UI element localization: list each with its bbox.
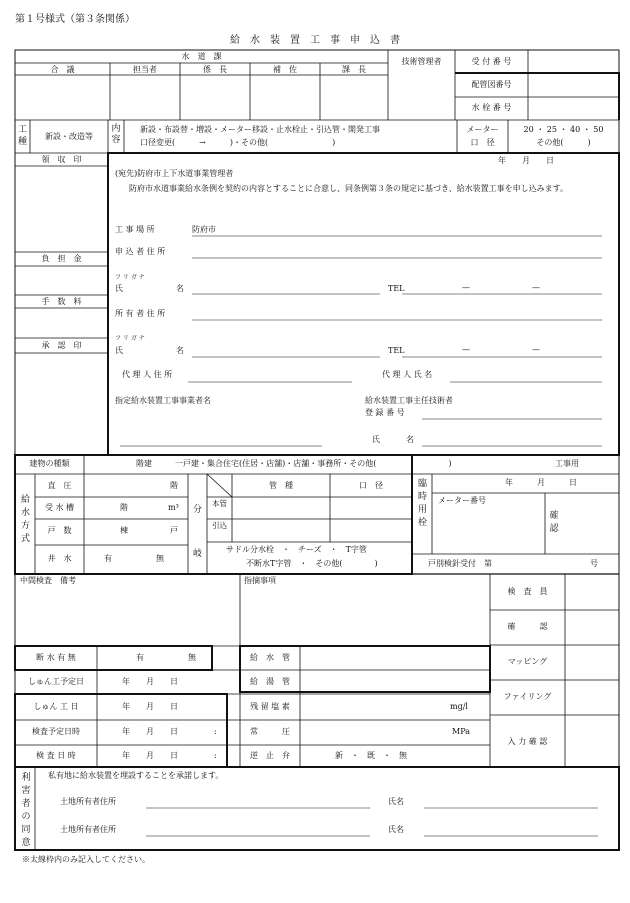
rinji-kakunin: 確認 [549,511,559,534]
shi-label: 氏 [372,435,380,444]
hosa-label: 補 佐 [273,65,297,74]
dansui-ari: 有 [136,653,144,662]
owner1-name-label: 氏名 [388,797,404,806]
naiyou-label: 内容 [111,124,121,145]
naiyou-line1: 新設・布設替・増設・メーター移設・止水栓止・引込管・開発工事 [140,125,380,134]
filing-label: ファイリング [503,692,552,701]
building-kaidate: 階建 [136,459,152,468]
uketsuke-label: 受 付 番 号 [471,57,512,66]
tel-dash-1b: — [532,283,540,292]
joatsu-unit: MPa [452,727,470,736]
shimei-b-2: 名 [176,346,184,355]
koushu-type: 新設・改造等 [45,132,93,141]
kyusui-label: 給水方式 [20,495,30,544]
shiteki-label: 指摘事項 [244,576,276,585]
moushikomi-label: 申 込 者 住 所 [115,247,166,256]
kobetsu-label: 戸別検針受付 第 [428,559,492,568]
shunin-label: 給水装置工事主任技術者 [365,396,453,405]
kensa-yotei-label: 検査予定日時 [32,727,80,736]
goui-label: 合 議 [50,65,75,74]
fudansui-options: 不断水T字管 ・ その他( ) [246,559,378,568]
kyusuikan-label: 給 水 管 [250,653,290,662]
consent-statement: 私有地に給水装置を埋設することを承諾します。 [48,771,224,780]
shonin-label: 承 認 印 [41,341,82,350]
statement: 防府市水道事業給水条例を契約の内容とすることに合意し、同条例第３条の規定に基づき、給水装置工事を申し込みます。 [129,184,569,193]
kakarichou-label: 係 長 [203,65,227,74]
kachou-label: 課 長 [342,65,366,74]
jusuiso-kai: 階 [120,503,128,512]
building-label: 建物の種類 [29,459,70,468]
ido-label: 井 水 [47,554,72,563]
shimei-a-1: 氏 [115,284,123,293]
joatsu-label: 常 圧 [250,727,290,736]
chukan-label: 中間検査 備考 [20,576,76,585]
meter-koukei-label: 口 径 [470,138,495,147]
kosu-label: 戸 数 [47,526,72,535]
saddle-options: サドル分水栓 ・ チーズ ・ T字管 [226,545,367,554]
koukei-label: 口 径 [359,481,383,490]
touroku-label: 登 録 番 号 [365,408,405,417]
kensa-label: 検 査 日 時 [36,751,76,760]
kosu-mune: 棟 [120,526,128,535]
kosu-ko: 戸 [170,526,178,535]
zanryu-label: 残 留 塩 素 [250,702,290,711]
tel-dash-2a: — [462,345,470,354]
tel-dash-2b: — [532,345,540,354]
haikan-label: 配管図番号 [471,80,512,89]
shimei-a-2: 氏 [115,346,123,355]
futan-label: 負 担 金 [41,254,82,263]
suisen-label: 水 栓 番 号 [471,103,512,112]
kobetsu-gou: 号 [590,559,598,568]
dept-label: 水 道 課 [181,52,222,61]
meter-label: メーター [466,125,499,134]
consent-label: 利害者の同意 [21,773,31,848]
tel-dash-1a: — [462,283,470,292]
shunkou-label: しゅん 工 日 [33,702,79,711]
owner1-label: 土地所有者住所 [60,797,116,806]
rinji-date: 年 月 日 [505,478,577,487]
furigana-label-1: フ リ ガ ナ [115,274,145,281]
kanshu-label: 管 種 [269,481,293,490]
dansui-label: 断 水 有 無 [36,653,76,662]
owner2-label: 土地所有者住所 [60,825,116,834]
chokuatsu-label: 直 圧 [47,481,72,490]
dansui-nashi: 無 [188,653,196,662]
nyuryoku-label: 入 力 確 認 [507,737,548,746]
building-types: 一戸建・集合住宅(住居・店舗)・店舗・事務所・その他( ) [175,459,452,468]
jusuiso-m3: m³ [168,503,179,512]
kensa-yotei-colon: : [214,727,217,736]
kouji-basho-city: 防府市 [192,225,216,234]
zanryu-unit: mg/l [450,702,468,711]
form-number: 第１号様式（第３条関係） [15,14,135,25]
dairinin-name-label: 代 理 人 氏 名 [382,370,433,379]
owner2-name-label: 氏名 [388,825,404,834]
gyakushi-label: 逆 止 弁 [250,751,290,760]
dairinin-addr-label: 代 理 人 住 所 [122,370,173,379]
addressee: (宛先)防府市上下水道事業管理者 [115,169,234,178]
building-kouji: 工事用 [555,459,579,468]
chokuatsu-kai: 階 [170,481,178,490]
kyutoukan-label: 給 湯 管 [250,677,290,686]
tel-label-2: TEL [388,346,405,355]
shunkou-yotei-date: 年 月 日 [122,677,178,686]
footer-note: ※太線枠内のみ記入してください。 [22,855,150,864]
bunki-label: 分岐 [192,505,202,559]
gijutsu-label: 技術管理者 [401,57,442,66]
form-title: 給 水 装 置 工 事 申 込 書 [230,35,400,46]
shitei-label: 指定給水装置工事事業者名 [115,396,211,405]
shunkou-yotei-label: しゅん工予定日 [28,677,84,686]
kakunin-label: 確 認 [507,622,548,631]
shunkou-date: 年 月 日 [122,702,178,711]
meter-sizes: 20 ・ 25 ・ 40 ・ 50 [523,125,604,134]
mei-label: 名 [406,435,414,444]
tantousha-label: 担当者 [133,65,157,74]
mapping-label: マッピング [507,657,548,666]
kensa-colon: : [214,751,217,760]
ido-nashi: 無 [156,554,164,563]
tesuryo-label: 手 数 料 [41,297,82,306]
tel-label-1: TEL [388,284,405,293]
meter-no-label: メーター番号 [438,496,486,505]
hikikomi-label: 引込 [212,521,227,530]
honkan-label: 本管 [212,499,227,508]
rinji-label: 臨時用栓 [417,479,427,528]
shoyusha-label: 所 有 者 住 所 [115,309,166,318]
ryoshu-label: 領 収 印 [41,155,82,164]
furigana-label-2: フ リ ガ ナ [115,335,145,342]
jusuiso-label: 受 水 槽 [44,503,75,512]
ido-ari: 有 [104,554,112,563]
kensa-date: 年 月 日 [122,751,178,760]
kensain-label: 検 査 員 [507,587,548,596]
application-date: 年 月 日 [498,156,554,165]
meter-other: その他( ) [536,138,591,147]
shimei-b-1: 名 [176,284,184,293]
naiyou-line2: 口径変更( → )・その他( ) [140,138,336,147]
kensa-yotei-date: 年 月 日 [122,727,178,736]
kouji-basho-label: 工 事 場 所 [115,225,155,234]
gyakushi-options: 新 ・ 既 ・ 無 [335,751,407,760]
koushu-label: 工種 [17,125,27,147]
